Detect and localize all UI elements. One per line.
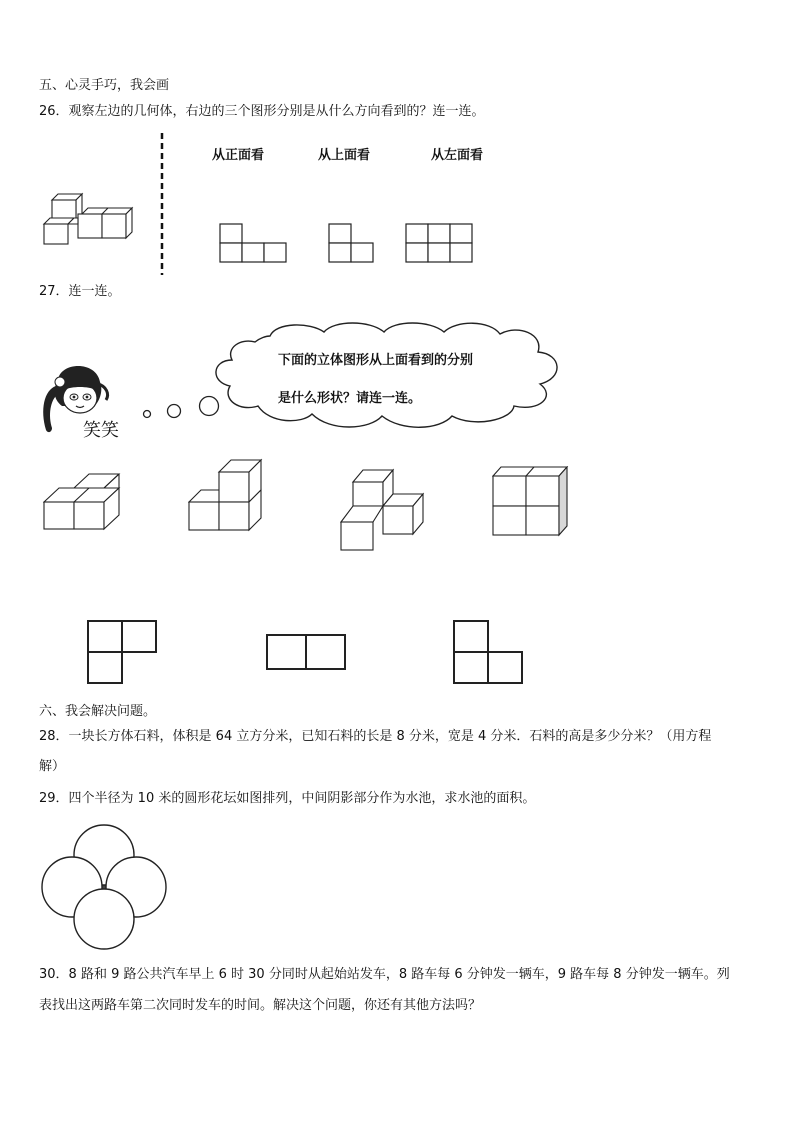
q26-view-shape-3 [405,223,475,263]
q26-solid-figure [40,188,140,248]
question-27-text: 27．连一连。 [39,284,121,299]
q27-top-view-3 [453,620,525,686]
q27-solid-1 [43,473,125,531]
question-28-line-1: 28．一块长方体石料，体积是 64 立方分米，已知石料的长是 8 分米，宽是 4 分米．石料的高是多少分米？（用方程 [39,729,712,744]
section5-heading: 五、心灵手巧，我会画 [39,78,170,93]
label-top-view: 从上面看 [318,148,371,163]
q27-solid-2 [188,456,264,532]
question-29-text: 29．四个半径为 10 米的圆形花坛如图排列，中间阴影部分作为水池，求水池的面积。 [39,791,536,806]
q26-view-shape-1 [219,223,289,263]
q27-solid-3 [340,466,430,554]
thought-bubble [140,320,590,440]
character-name: 笑笑 [83,420,119,441]
question-28-line-2: 解） [39,759,66,774]
bubble-line-1: 下面的立体图形从上面看到的分别 [278,353,474,368]
dashed-divider [159,133,165,275]
question-26-text: 26．观察左边的几何体，右边的三个图形分别是从什么方向看到的？连一连。 [39,104,485,119]
q26-view-shape-2 [328,223,378,263]
question-30-line-2: 表找出这两路车第二次同时发车的时间。解决这个问题，你还有其他方法吗？ [39,998,482,1013]
q27-top-view-1 [87,620,159,686]
section6-heading: 六、我会解决问题。 [39,704,157,719]
q27-top-view-2 [266,634,348,672]
q29-four-circles-figure [41,824,167,950]
label-left-view: 从左面看 [431,148,484,163]
bubble-line-2: 是什么形状？请连一连。 [278,391,422,406]
label-front-view: 从正面看 [212,148,265,163]
question-30-line-1: 30．8 路和 9 路公共汽车早上 6 时 30 分同时从起始站发车，8 路车每 6 分钟发一辆车，9 路车每 8 分钟发一辆车。列 [39,967,730,982]
q27-solid-4 [492,466,570,538]
